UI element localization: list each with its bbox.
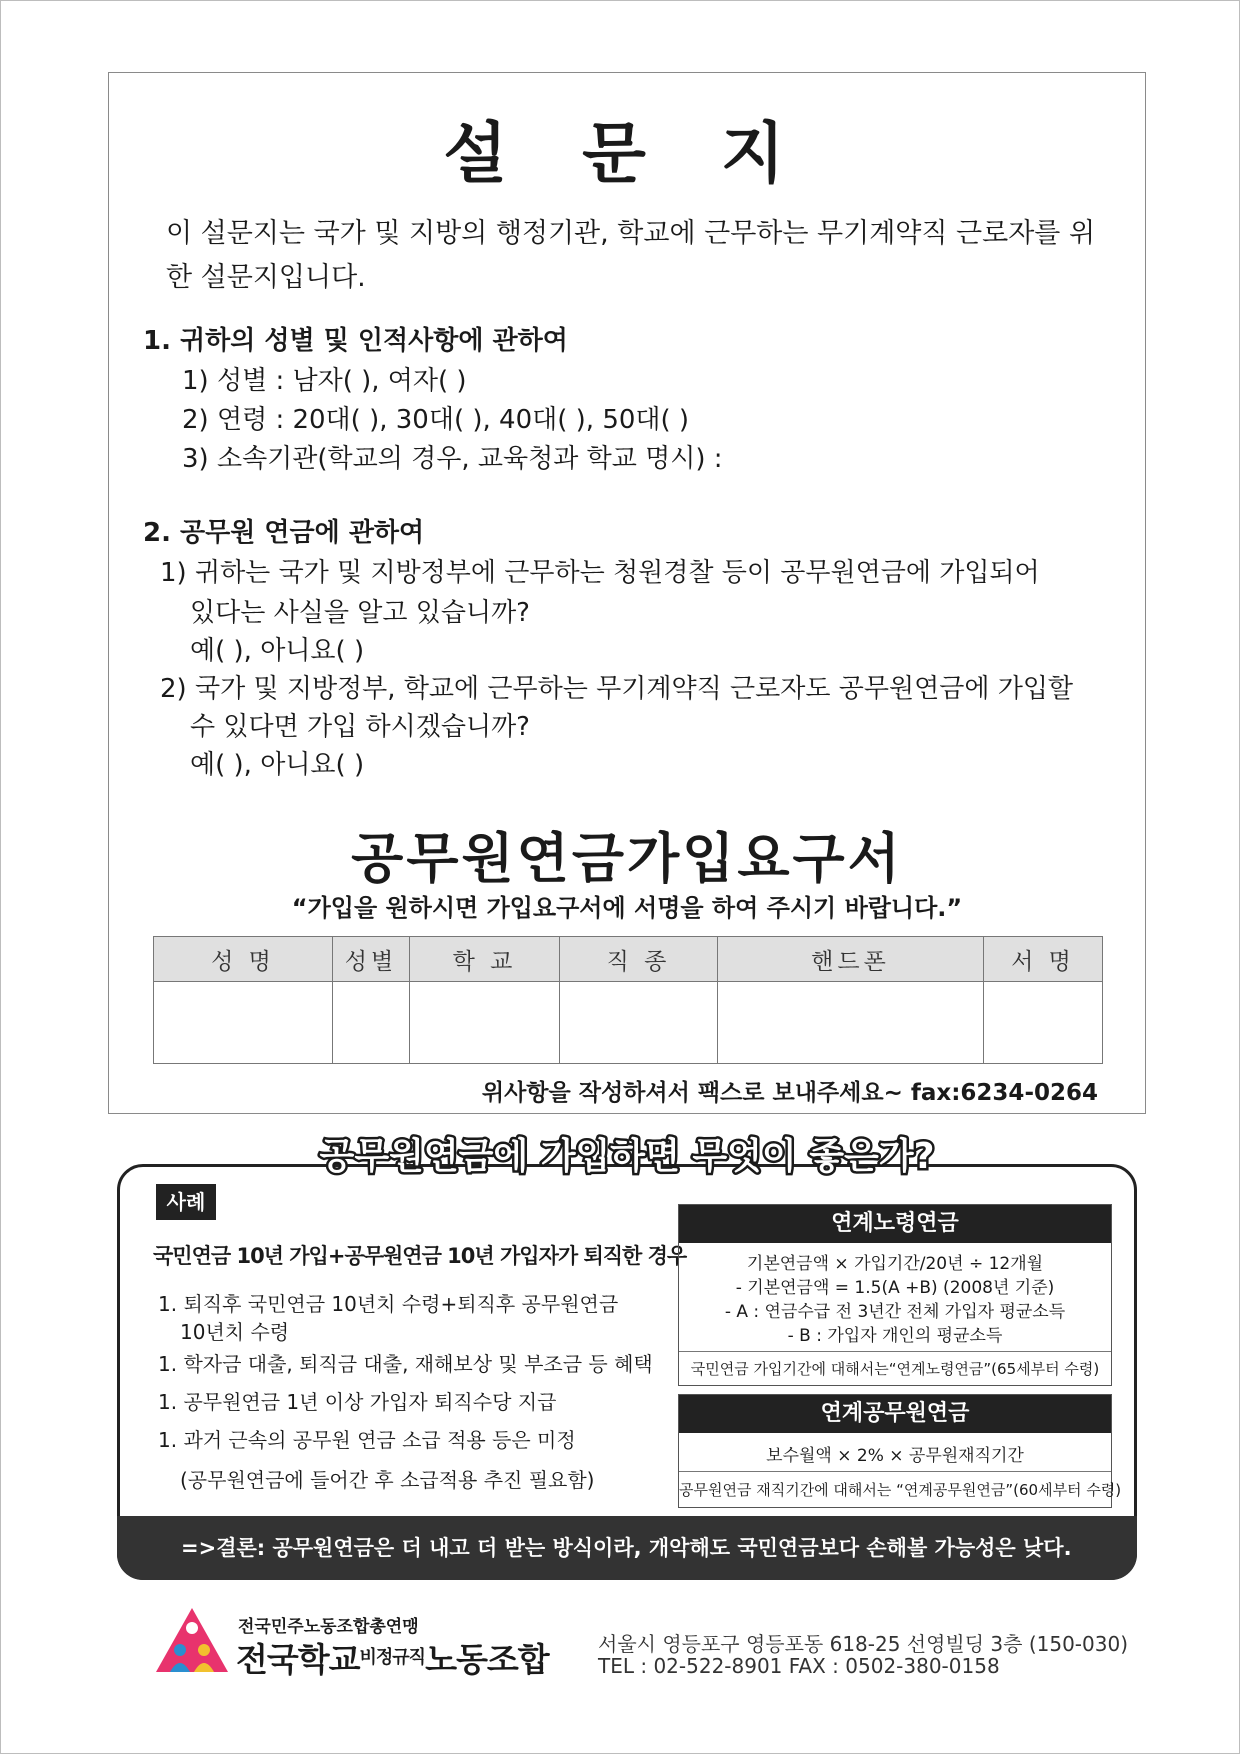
logo-head-right: [198, 1644, 210, 1656]
section1-heading: 1. 귀하의 성별 및 인적사항에 관하여: [143, 326, 568, 356]
case-item-2: 1. 학자금 대출, 퇴직금 대출, 재해보상 및 부조금 등 혜택: [158, 1352, 653, 1376]
column-phone: 핸드폰: [718, 937, 984, 982]
org-name-a: 전국학교: [236, 1640, 360, 1679]
panel-pension-link: [678, 1204, 1112, 1386]
survey-title: 설 문 지: [443, 115, 811, 192]
column-school: 학 교: [410, 937, 560, 982]
q2-line1: 2) 국가 및 지방정부, 학교에 근무하는 무기계약직 근로자도 공무원연금에 가입할: [160, 674, 1074, 704]
cell-gender[interactable]: [333, 982, 410, 1064]
petition-subtitle: “가입을 원하시면 가입요구서에 서명을 하여 주시기 바랍니다.”: [291, 894, 963, 922]
benefit-heading: 공무원연금에 가입하면 무엇이 좋은가?: [319, 1136, 935, 1177]
column-job: 직 종: [560, 937, 718, 982]
case-title: 국민연금 10년 가입+공무원연금 10년 가입자가 퇴직한 경우: [153, 1244, 687, 1268]
case-item-3: 1. 공무원연금 1년 이상 가입자 퇴직수당 지급: [158, 1390, 557, 1414]
column-name: 성 명: [154, 937, 333, 982]
panel1-line2: - 기본연금액 = 1.5(A +B) (2008년 기준): [735, 1278, 1055, 1298]
q1-line1: 1) 귀하는 국가 및 지방정부에 근무하는 청원경찰 등이 공무원연금에 가입되어: [160, 558, 1040, 588]
org-name-c: 노동조합: [425, 1640, 549, 1679]
petition-title: 공무원연금가입요구서: [351, 827, 903, 890]
conclusion-bar: =>결론: 공무원연금은 더 내고 더 받는 방식이라, 개악해도 국민연금보다 손해볼 가능성은 낮다.: [117, 1516, 1137, 1580]
panel1-line4: - B : 가입자 개인의 평균소득: [787, 1326, 1003, 1346]
affiliation-question: 3) 소속기관(학교의 경우, 교육청과 학교 명시) :: [182, 444, 723, 474]
q2-line2: 수 있다면 가입 하시겠습니까?: [190, 712, 530, 742]
org-contact: TEL : 02-522-8901 FAX : 0502-380-0158: [598, 1654, 1000, 1678]
column-signature: 서 명: [984, 937, 1103, 982]
table-row: [154, 982, 1103, 1064]
case-item-4-cont: (공무원연금에 들어간 후 소급적용 추진 필요함): [180, 1468, 595, 1492]
panel2-formula: 보수월액 × 2% × 공무원재직기간: [766, 1446, 1024, 1466]
panel2-divider: [679, 1471, 1111, 1472]
cell-job[interactable]: [560, 982, 718, 1064]
org-name: [236, 1634, 549, 1681]
case-item-1-cont: 10년치 수령: [180, 1320, 290, 1344]
panel1-divider: [679, 1351, 1111, 1352]
section2-heading: 2. 공무원 연금에 관하여: [143, 518, 425, 548]
logo-head-top: [186, 1622, 198, 1634]
age-question: 2) 연령 : 20대( ), 30대( ), 40대( ), 50대( ): [182, 405, 690, 435]
case-item-1: 1. 퇴직후 국민연금 10년치 수령+퇴직후 공무원연금: [158, 1292, 619, 1316]
column-gender: 성별: [333, 937, 410, 982]
panel1-note: 국민연금 가입기간에 대해서는“연계노령연금”(65세부터 수령): [690, 1360, 1100, 1378]
cell-signature[interactable]: [984, 982, 1103, 1064]
gender-question: 1) 성별 : 남자( ), 여자( ): [182, 366, 467, 396]
cell-name[interactable]: [154, 982, 333, 1064]
panel2-title: 연계공무원연금: [679, 1395, 1111, 1433]
panel1-line3: - A : 연금수급 전 3년간 전체 가입자 평균소득: [724, 1302, 1066, 1322]
q1-line2: 있다는 사실을 알고 있습니까?: [190, 598, 530, 628]
panel-civil-pension: [678, 1394, 1122, 1508]
case-item-4: 1. 과거 근속의 공무원 연금 소급 적용 등은 미정: [158, 1428, 576, 1452]
cell-phone[interactable]: [718, 982, 984, 1064]
fax-note: 위사항을 작성하셔서 팩스로 보내주세요~ fax:6234-0264: [481, 1080, 1098, 1106]
panel1-title: 연계노령연금: [679, 1205, 1111, 1243]
q2-answer: 예( ), 아니요( ): [190, 750, 365, 780]
logo-head-left: [174, 1644, 186, 1656]
org-parent: 전국민주노동조합총연맹: [238, 1617, 419, 1637]
org-address: 서울시 영등포구 영등포동 618-25 선영빌딩 3층 (150-030): [598, 1632, 1128, 1656]
case-tag: 사례: [156, 1184, 216, 1220]
survey-intro: 이 설문지는 국가 및 지방의 행정기관, 학교에 근무하는 무기계약직 근로자를 위한 설문지입니다.: [166, 218, 1096, 293]
panel2-note: 공무원연금 재직기간에 대해서는 “연계공무원연금”(60세부터 수령): [679, 1481, 1122, 1499]
logo-triangle: [156, 1608, 228, 1672]
org-name-b: 비정규직: [359, 1647, 426, 1668]
union-logo-icon: [154, 1604, 230, 1676]
signature-table: [153, 936, 1103, 1064]
table-header-row: [154, 937, 1103, 982]
cell-school[interactable]: [410, 982, 560, 1064]
panel1-formula: 기본연금액 × 가입기간/20년 ÷ 12개월: [746, 1254, 1044, 1274]
q1-answer: 예( ), 아니요( ): [190, 636, 365, 666]
